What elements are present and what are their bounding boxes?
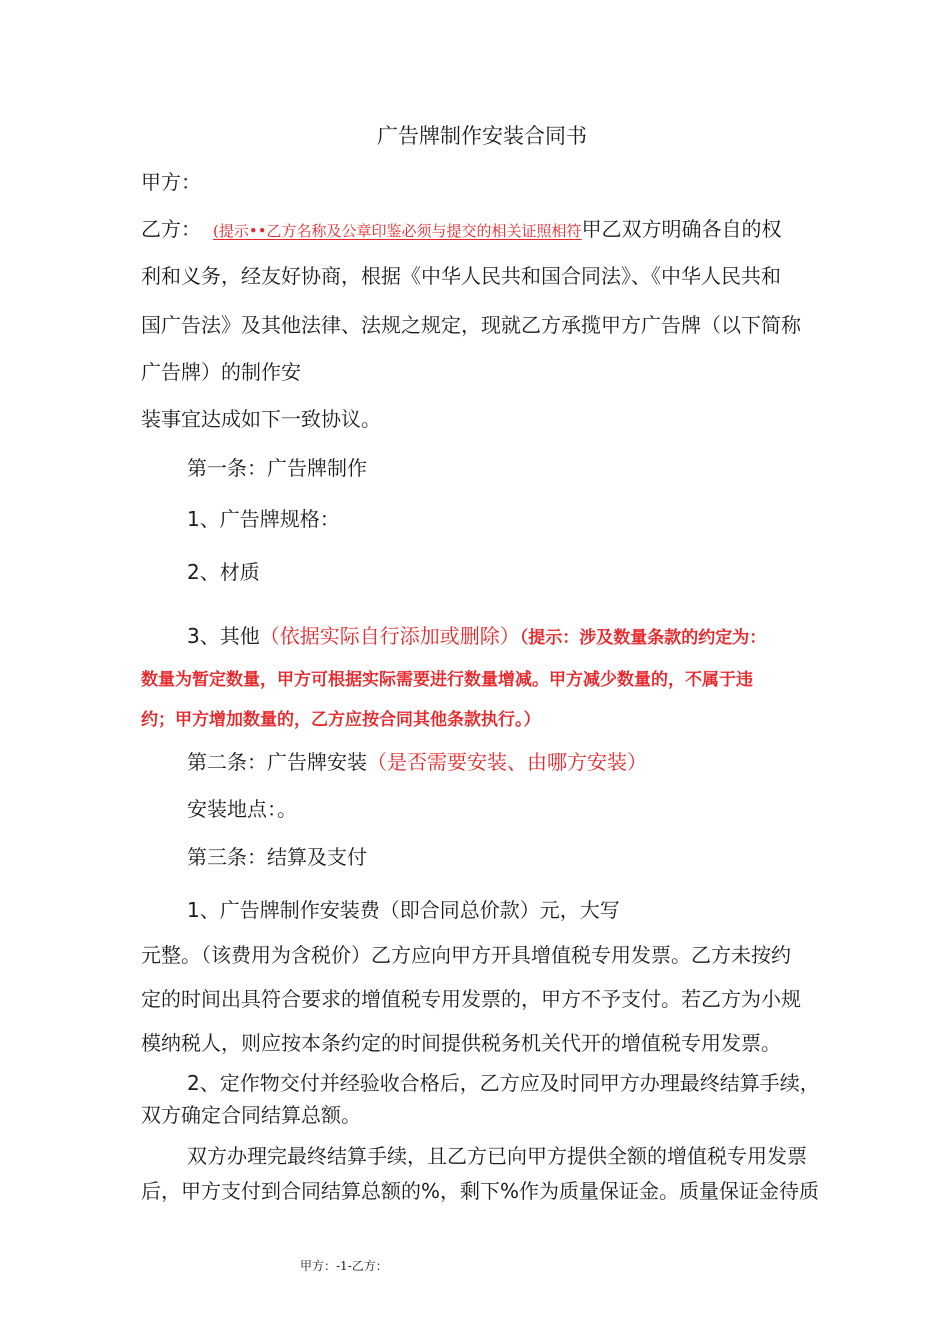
article-3-para-3-line-2: 后，甲方支付到合同结算总额的%，剩下%作为质量保证金。质量保证金待质 [141,1179,820,1203]
intro-line-1-tail: 甲乙双方明确各自的权 [581,217,782,241]
page-footer: 甲方：-1-乙方： [300,1259,388,1273]
article-3-para-1-line-4: 模纳税人，则应按本条约定的时间提供税务机关代开的增值税专用发票。 [141,1031,781,1055]
party-b-line [141,215,782,245]
article-1-item-1: 1、广告牌规格： [187,507,340,531]
document-title: 广告牌制作安装合同书 [377,124,587,148]
party-a-line: 甲方： [141,170,201,194]
article-2-heading [187,748,647,776]
article-1-item-3-hint: （提示：涉及数量条款的约定为： [519,628,767,648]
article-1-item-3-label: 3、其他 [187,624,260,648]
article-3-para-2-line-2: 双方确定合同结算总额。 [141,1103,361,1127]
article-2-heading-text: 第二条：广告牌安装 [187,750,367,774]
article-3-para-1-line-1: 1、广告牌制作安装费（即合同总价款）元，大写 [187,898,620,922]
article-2-location: 安装地点：。 [187,797,297,821]
party-b-label: 乙方： [141,217,201,241]
article-1-heading: 第一条：广告牌制作 [187,456,367,480]
article-1-hint-line-2: 数量为暂定数量，甲方可根据实际需要进行数量增减。甲方减少数量的，不属于违 [141,670,753,690]
article-3-para-2-line-1: 2、定作物交付并经验收合格后，乙方应及时同甲方办理最终结算手续， [187,1071,820,1095]
article-3-para-1-line-3: 定的时间出具符合要求的增值税专用发票的，甲方不予支付。若乙方为小规 [141,987,801,1011]
article-1-item-2: 2、材质 [187,560,260,584]
intro-line-2: 利和义务，经友好协商，根据《中华人民共和国合同法》、《中华人民共和 [141,264,781,288]
article-1-hint-line-3: 约；甲方增加数量的，乙方应按合同其他条款执行。） [141,710,541,730]
article-3-para-1-line-2: 元整。（该费用为含税价）乙方应向甲方开具增值税专用发票。乙方未按约 [141,943,791,967]
intro-line-4: 广告牌）的制作安 [141,360,301,384]
intro-line-3: 国广告法》及其他法律、法规之规定，现就乙方承揽甲方广告牌（以下简称 [141,313,801,337]
article-1-item-3-red-note: （依据实际自行添加或删除） [259,624,520,648]
article-2-red-note: （是否需要安装、由哪方安装） [367,750,647,774]
article-1-item-3 [187,622,766,652]
intro-line-5: 装事宜达成如下一致协议。 [141,407,381,431]
article-3-para-3-line-1: 双方办理完最终结算手续，且乙方已向甲方提供全额的增值税专用发票 [187,1144,807,1168]
article-3-heading: 第三条：结算及支付 [187,845,367,869]
party-b-hint: (提示••乙方名称及公章印鉴必须与提交的相关证照相符 [213,222,582,240]
